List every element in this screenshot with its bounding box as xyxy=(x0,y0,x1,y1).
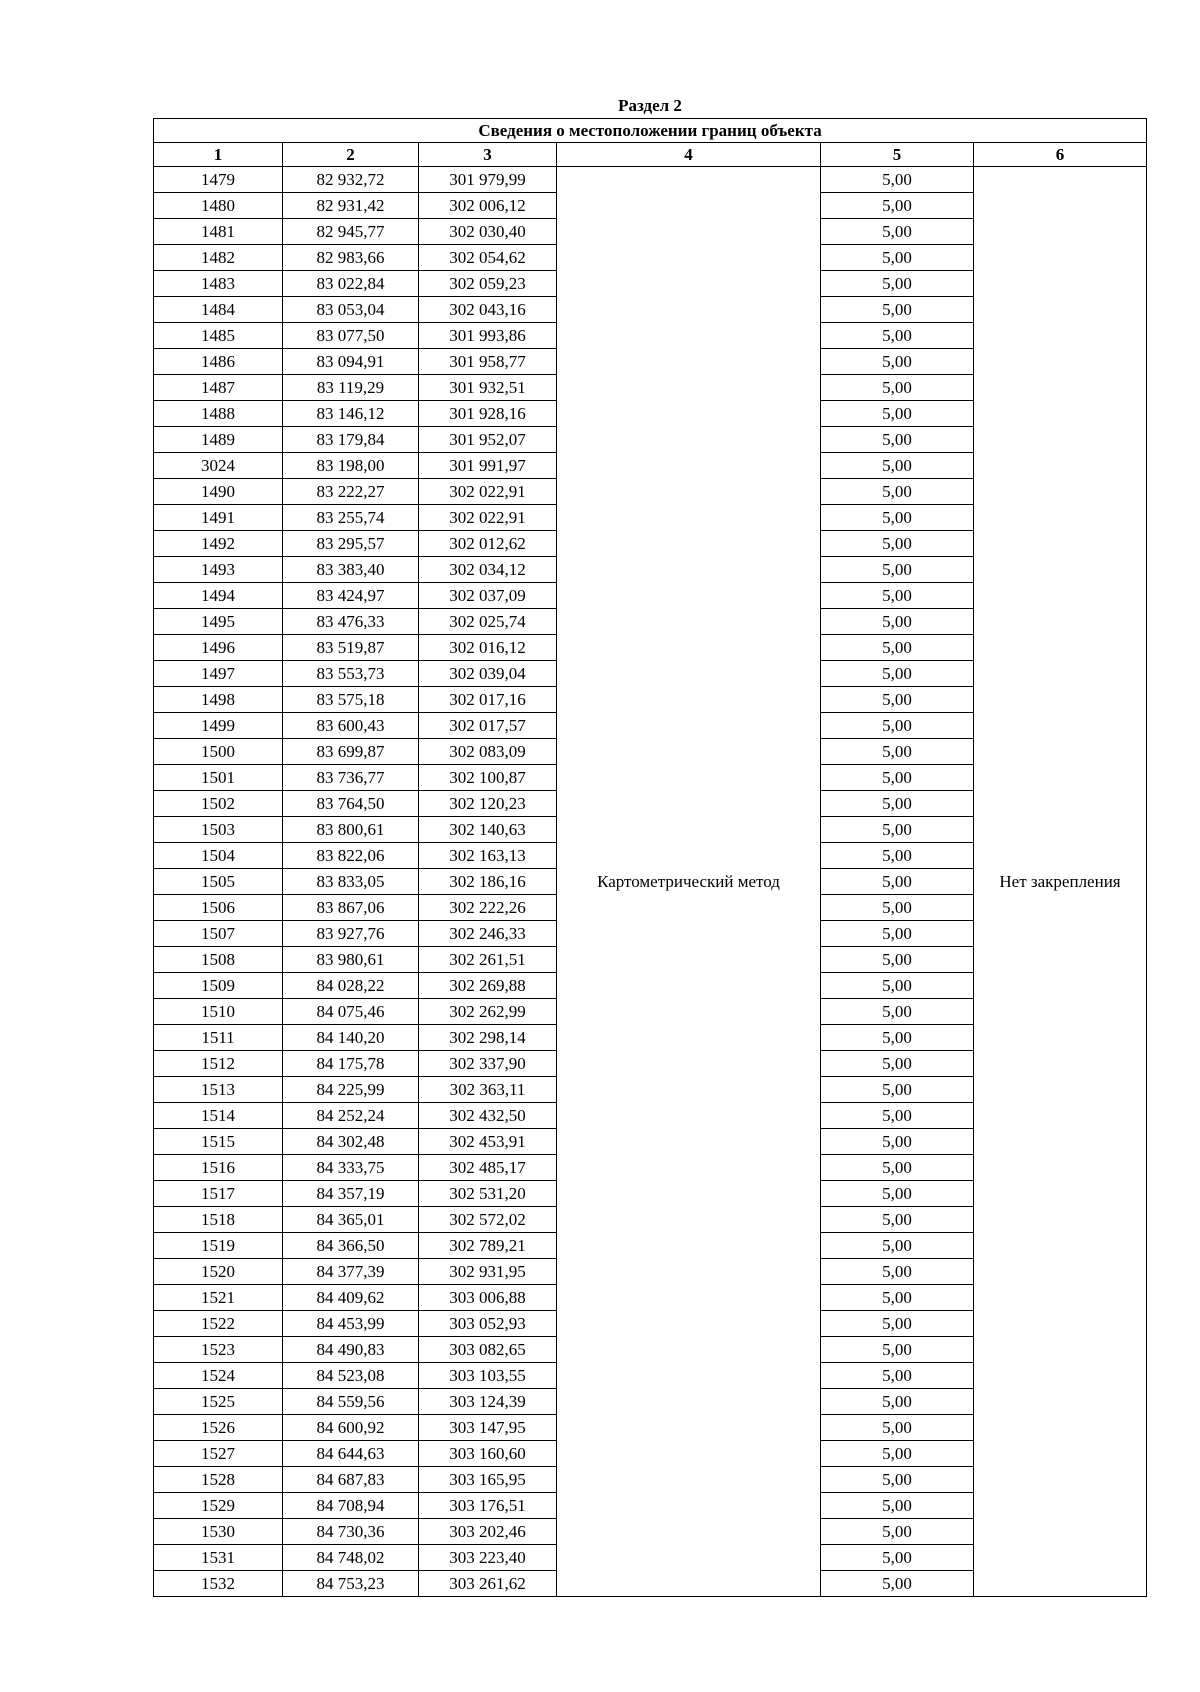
point-number-cell: 1494 xyxy=(154,583,283,609)
y-coordinate-cell: 302 261,51 xyxy=(419,947,557,973)
point-number-cell: 1486 xyxy=(154,349,283,375)
point-number-cell: 1531 xyxy=(154,1545,283,1571)
point-number-cell: 1525 xyxy=(154,1389,283,1415)
point-number-cell: 1512 xyxy=(154,1051,283,1077)
y-coordinate-cell: 302 025,74 xyxy=(419,609,557,635)
x-coordinate-cell: 84 028,22 xyxy=(283,973,419,999)
method-cell: Картометрический метод xyxy=(557,167,821,1597)
point-number-cell: 1518 xyxy=(154,1207,283,1233)
point-number-cell: 1504 xyxy=(154,843,283,869)
x-coordinate-cell: 83 077,50 xyxy=(283,323,419,349)
accuracy-cell: 5,00 xyxy=(821,167,974,193)
accuracy-cell: 5,00 xyxy=(821,869,974,895)
x-coordinate-cell: 84 687,83 xyxy=(283,1467,419,1493)
column-header: 5 xyxy=(821,143,974,167)
x-coordinate-cell: 83 053,04 xyxy=(283,297,419,323)
y-coordinate-cell: 302 017,16 xyxy=(419,687,557,713)
x-coordinate-cell: 83 022,84 xyxy=(283,271,419,297)
accuracy-cell: 5,00 xyxy=(821,973,974,999)
column-header: 3 xyxy=(419,143,557,167)
x-coordinate-cell: 84 644,63 xyxy=(283,1441,419,1467)
x-coordinate-cell: 83 575,18 xyxy=(283,687,419,713)
point-number-cell: 1529 xyxy=(154,1493,283,1519)
y-coordinate-cell: 302 030,40 xyxy=(419,219,557,245)
x-coordinate-cell: 83 867,06 xyxy=(283,895,419,921)
x-coordinate-cell: 82 932,72 xyxy=(283,167,419,193)
point-number-cell: 1522 xyxy=(154,1311,283,1337)
table-title: Сведения о местоположении границ объекта xyxy=(154,119,1147,143)
y-coordinate-cell: 302 083,09 xyxy=(419,739,557,765)
accuracy-cell: 5,00 xyxy=(821,1389,974,1415)
y-coordinate-cell: 302 222,26 xyxy=(419,895,557,921)
point-number-cell: 1507 xyxy=(154,921,283,947)
y-coordinate-cell: 303 261,62 xyxy=(419,1571,557,1597)
x-coordinate-cell: 84 753,23 xyxy=(283,1571,419,1597)
point-number-cell: 1526 xyxy=(154,1415,283,1441)
point-number-cell: 1514 xyxy=(154,1103,283,1129)
x-coordinate-cell: 83 822,06 xyxy=(283,843,419,869)
point-number-cell: 1495 xyxy=(154,609,283,635)
x-coordinate-cell: 84 175,78 xyxy=(283,1051,419,1077)
y-coordinate-cell: 301 991,97 xyxy=(419,453,557,479)
x-coordinate-cell: 84 140,20 xyxy=(283,1025,419,1051)
x-coordinate-cell: 84 366,50 xyxy=(283,1233,419,1259)
point-number-cell: 1485 xyxy=(154,323,283,349)
point-number-cell: 1492 xyxy=(154,531,283,557)
accuracy-cell: 5,00 xyxy=(821,427,974,453)
y-coordinate-cell: 302 120,23 xyxy=(419,791,557,817)
point-number-cell: 1479 xyxy=(154,167,283,193)
y-coordinate-cell: 302 100,87 xyxy=(419,765,557,791)
point-number-cell: 1510 xyxy=(154,999,283,1025)
y-coordinate-cell: 302 298,14 xyxy=(419,1025,557,1051)
point-number-cell: 1508 xyxy=(154,947,283,973)
point-number-cell: 1530 xyxy=(154,1519,283,1545)
y-coordinate-cell: 301 979,99 xyxy=(419,167,557,193)
x-coordinate-cell: 83 833,05 xyxy=(283,869,419,895)
y-coordinate-cell: 302 059,23 xyxy=(419,271,557,297)
y-coordinate-cell: 303 202,46 xyxy=(419,1519,557,1545)
accuracy-cell: 5,00 xyxy=(821,583,974,609)
point-number-cell: 1491 xyxy=(154,505,283,531)
table-body xyxy=(154,167,1147,1597)
x-coordinate-cell: 83 980,61 xyxy=(283,947,419,973)
accuracy-cell: 5,00 xyxy=(821,557,974,583)
x-coordinate-cell: 84 225,99 xyxy=(283,1077,419,1103)
x-coordinate-cell: 83 383,40 xyxy=(283,557,419,583)
accuracy-cell: 5,00 xyxy=(821,1467,974,1493)
y-coordinate-cell: 301 993,86 xyxy=(419,323,557,349)
point-number-cell: 1501 xyxy=(154,765,283,791)
point-number-cell: 1498 xyxy=(154,687,283,713)
y-coordinate-cell: 302 039,04 xyxy=(419,661,557,687)
point-number-cell: 1503 xyxy=(154,817,283,843)
accuracy-cell: 5,00 xyxy=(821,531,974,557)
accuracy-cell: 5,00 xyxy=(821,1545,974,1571)
x-coordinate-cell: 84 600,92 xyxy=(283,1415,419,1441)
x-coordinate-cell: 84 490,83 xyxy=(283,1337,419,1363)
point-number-cell: 1519 xyxy=(154,1233,283,1259)
y-coordinate-cell: 302 337,90 xyxy=(419,1051,557,1077)
accuracy-cell: 5,00 xyxy=(821,1077,974,1103)
accuracy-cell: 5,00 xyxy=(821,505,974,531)
accuracy-cell: 5,00 xyxy=(821,1415,974,1441)
y-coordinate-cell: 302 572,02 xyxy=(419,1207,557,1233)
x-coordinate-cell: 83 800,61 xyxy=(283,817,419,843)
accuracy-cell: 5,00 xyxy=(821,1155,974,1181)
y-coordinate-cell: 302 262,99 xyxy=(419,999,557,1025)
x-coordinate-cell: 83 222,27 xyxy=(283,479,419,505)
accuracy-cell: 5,00 xyxy=(821,1259,974,1285)
accuracy-cell: 5,00 xyxy=(821,1311,974,1337)
x-coordinate-cell: 83 927,76 xyxy=(283,921,419,947)
x-coordinate-cell: 83 424,97 xyxy=(283,583,419,609)
accuracy-cell: 5,00 xyxy=(821,1363,974,1389)
y-coordinate-cell: 301 928,16 xyxy=(419,401,557,427)
x-coordinate-cell: 83 553,73 xyxy=(283,661,419,687)
x-coordinate-cell: 84 333,75 xyxy=(283,1155,419,1181)
accuracy-cell: 5,00 xyxy=(821,947,974,973)
x-coordinate-cell: 83 179,84 xyxy=(283,427,419,453)
y-coordinate-cell: 302 012,62 xyxy=(419,531,557,557)
accuracy-cell: 5,00 xyxy=(821,219,974,245)
y-coordinate-cell: 303 160,60 xyxy=(419,1441,557,1467)
accuracy-cell: 5,00 xyxy=(821,1207,974,1233)
accuracy-cell: 5,00 xyxy=(821,1493,974,1519)
point-number-cell: 1516 xyxy=(154,1155,283,1181)
point-number-cell: 1487 xyxy=(154,375,283,401)
y-coordinate-cell: 302 186,16 xyxy=(419,869,557,895)
accuracy-cell: 5,00 xyxy=(821,1103,974,1129)
point-number-cell: 1499 xyxy=(154,713,283,739)
point-number-cell: 1496 xyxy=(154,635,283,661)
y-coordinate-cell: 302 022,91 xyxy=(419,505,557,531)
point-number-cell: 1527 xyxy=(154,1441,283,1467)
y-coordinate-cell: 302 363,11 xyxy=(419,1077,557,1103)
x-coordinate-cell: 84 075,46 xyxy=(283,999,419,1025)
accuracy-cell: 5,00 xyxy=(821,1337,974,1363)
point-number-cell: 1490 xyxy=(154,479,283,505)
point-number-cell: 1523 xyxy=(154,1337,283,1363)
column-header: 1 xyxy=(154,143,283,167)
column-header: 6 xyxy=(974,143,1147,167)
point-number-cell: 1528 xyxy=(154,1467,283,1493)
accuracy-cell: 5,00 xyxy=(821,895,974,921)
point-number-cell: 1489 xyxy=(154,427,283,453)
accuracy-cell: 5,00 xyxy=(821,1571,974,1597)
accuracy-cell: 5,00 xyxy=(821,609,974,635)
accuracy-cell: 5,00 xyxy=(821,1025,974,1051)
accuracy-cell: 5,00 xyxy=(821,401,974,427)
y-coordinate-cell: 303 124,39 xyxy=(419,1389,557,1415)
y-coordinate-cell: 303 147,95 xyxy=(419,1415,557,1441)
y-coordinate-cell: 302 246,33 xyxy=(419,921,557,947)
point-number-cell: 1506 xyxy=(154,895,283,921)
point-number-cell: 1502 xyxy=(154,791,283,817)
y-coordinate-cell: 303 082,65 xyxy=(419,1337,557,1363)
point-number-cell: 1497 xyxy=(154,661,283,687)
y-coordinate-cell: 302 269,88 xyxy=(419,973,557,999)
point-number-cell: 1500 xyxy=(154,739,283,765)
y-coordinate-cell: 301 958,77 xyxy=(419,349,557,375)
x-coordinate-cell: 82 931,42 xyxy=(283,193,419,219)
x-coordinate-cell: 84 730,36 xyxy=(283,1519,419,1545)
y-coordinate-cell: 302 017,57 xyxy=(419,713,557,739)
table-title-row xyxy=(154,119,1147,143)
boundary-coordinates-table xyxy=(153,118,1147,1597)
point-number-cell: 1515 xyxy=(154,1129,283,1155)
x-coordinate-cell: 84 357,19 xyxy=(283,1181,419,1207)
x-coordinate-cell: 83 198,00 xyxy=(283,453,419,479)
x-coordinate-cell: 84 708,94 xyxy=(283,1493,419,1519)
y-coordinate-cell: 302 163,13 xyxy=(419,843,557,869)
accuracy-cell: 5,00 xyxy=(821,453,974,479)
x-coordinate-cell: 84 559,56 xyxy=(283,1389,419,1415)
x-coordinate-cell: 83 146,12 xyxy=(283,401,419,427)
x-coordinate-cell: 82 945,77 xyxy=(283,219,419,245)
accuracy-cell: 5,00 xyxy=(821,999,974,1025)
accuracy-cell: 5,00 xyxy=(821,817,974,843)
accuracy-cell: 5,00 xyxy=(821,193,974,219)
y-coordinate-cell: 301 932,51 xyxy=(419,375,557,401)
point-number-cell: 1520 xyxy=(154,1259,283,1285)
point-number-cell: 1521 xyxy=(154,1285,283,1311)
point-number-cell: 3024 xyxy=(154,453,283,479)
accuracy-cell: 5,00 xyxy=(821,739,974,765)
x-coordinate-cell: 83 119,29 xyxy=(283,375,419,401)
accuracy-cell: 5,00 xyxy=(821,245,974,271)
accuracy-cell: 5,00 xyxy=(821,921,974,947)
accuracy-cell: 5,00 xyxy=(821,323,974,349)
point-number-cell: 1505 xyxy=(154,869,283,895)
y-coordinate-cell: 302 140,63 xyxy=(419,817,557,843)
y-coordinate-cell: 302 043,16 xyxy=(419,297,557,323)
y-coordinate-cell: 302 016,12 xyxy=(419,635,557,661)
x-coordinate-cell: 84 302,48 xyxy=(283,1129,419,1155)
y-coordinate-cell: 303 006,88 xyxy=(419,1285,557,1311)
point-number-cell: 1509 xyxy=(154,973,283,999)
accuracy-cell: 5,00 xyxy=(821,1285,974,1311)
y-coordinate-cell: 303 103,55 xyxy=(419,1363,557,1389)
point-number-cell: 1511 xyxy=(154,1025,283,1051)
accuracy-cell: 5,00 xyxy=(821,765,974,791)
x-coordinate-cell: 84 252,24 xyxy=(283,1103,419,1129)
x-coordinate-cell: 83 255,74 xyxy=(283,505,419,531)
x-coordinate-cell: 84 409,62 xyxy=(283,1285,419,1311)
point-number-cell: 1484 xyxy=(154,297,283,323)
section-title: Раздел 2 xyxy=(618,96,682,115)
accuracy-cell: 5,00 xyxy=(821,479,974,505)
point-number-cell: 1481 xyxy=(154,219,283,245)
x-coordinate-cell: 83 295,57 xyxy=(283,531,419,557)
y-coordinate-cell: 302 432,50 xyxy=(419,1103,557,1129)
y-coordinate-cell: 303 165,95 xyxy=(419,1467,557,1493)
y-coordinate-cell: 301 952,07 xyxy=(419,427,557,453)
y-coordinate-cell: 303 176,51 xyxy=(419,1493,557,1519)
x-coordinate-cell: 84 748,02 xyxy=(283,1545,419,1571)
y-coordinate-cell: 302 054,62 xyxy=(419,245,557,271)
accuracy-cell: 5,00 xyxy=(821,843,974,869)
accuracy-cell: 5,00 xyxy=(821,297,974,323)
accuracy-cell: 5,00 xyxy=(821,271,974,297)
column-header: 2 xyxy=(283,143,419,167)
point-number-cell: 1524 xyxy=(154,1363,283,1389)
x-coordinate-cell: 83 736,77 xyxy=(283,765,419,791)
y-coordinate-cell: 302 037,09 xyxy=(419,583,557,609)
x-coordinate-cell: 84 523,08 xyxy=(283,1363,419,1389)
table-row xyxy=(154,167,1147,193)
x-coordinate-cell: 84 453,99 xyxy=(283,1311,419,1337)
accuracy-cell: 5,00 xyxy=(821,687,974,713)
accuracy-cell: 5,00 xyxy=(821,1129,974,1155)
y-coordinate-cell: 302 022,91 xyxy=(419,479,557,505)
accuracy-cell: 5,00 xyxy=(821,1441,974,1467)
accuracy-cell: 5,00 xyxy=(821,349,974,375)
point-number-cell: 1517 xyxy=(154,1181,283,1207)
accuracy-cell: 5,00 xyxy=(821,1051,974,1077)
accuracy-cell: 5,00 xyxy=(821,713,974,739)
point-number-cell: 1480 xyxy=(154,193,283,219)
x-coordinate-cell: 84 365,01 xyxy=(283,1207,419,1233)
y-coordinate-cell: 303 052,93 xyxy=(419,1311,557,1337)
x-coordinate-cell: 83 094,91 xyxy=(283,349,419,375)
point-number-cell: 1482 xyxy=(154,245,283,271)
accuracy-cell: 5,00 xyxy=(821,635,974,661)
y-coordinate-cell: 302 485,17 xyxy=(419,1155,557,1181)
column-number-row xyxy=(154,143,1147,167)
y-coordinate-cell: 302 034,12 xyxy=(419,557,557,583)
y-coordinate-cell: 302 006,12 xyxy=(419,193,557,219)
accuracy-cell: 5,00 xyxy=(821,375,974,401)
point-number-cell: 1532 xyxy=(154,1571,283,1597)
point-number-cell: 1513 xyxy=(154,1077,283,1103)
x-coordinate-cell: 83 519,87 xyxy=(283,635,419,661)
accuracy-cell: 5,00 xyxy=(821,661,974,687)
accuracy-cell: 5,00 xyxy=(821,1181,974,1207)
point-number-cell: 1488 xyxy=(154,401,283,427)
x-coordinate-cell: 83 600,43 xyxy=(283,713,419,739)
y-coordinate-cell: 303 223,40 xyxy=(419,1545,557,1571)
x-coordinate-cell: 83 699,87 xyxy=(283,739,419,765)
accuracy-cell: 5,00 xyxy=(821,1233,974,1259)
x-coordinate-cell: 83 476,33 xyxy=(283,609,419,635)
accuracy-cell: 5,00 xyxy=(821,1519,974,1545)
point-number-cell: 1483 xyxy=(154,271,283,297)
accuracy-cell: 5,00 xyxy=(821,791,974,817)
column-header: 4 xyxy=(557,143,821,167)
point-number-cell: 1493 xyxy=(154,557,283,583)
x-coordinate-cell: 84 377,39 xyxy=(283,1259,419,1285)
y-coordinate-cell: 302 453,91 xyxy=(419,1129,557,1155)
y-coordinate-cell: 302 789,21 xyxy=(419,1233,557,1259)
x-coordinate-cell: 82 983,66 xyxy=(283,245,419,271)
y-coordinate-cell: 302 531,20 xyxy=(419,1181,557,1207)
fixation-cell: Нет закрепления xyxy=(974,167,1147,1597)
x-coordinate-cell: 83 764,50 xyxy=(283,791,419,817)
y-coordinate-cell: 302 931,95 xyxy=(419,1259,557,1285)
